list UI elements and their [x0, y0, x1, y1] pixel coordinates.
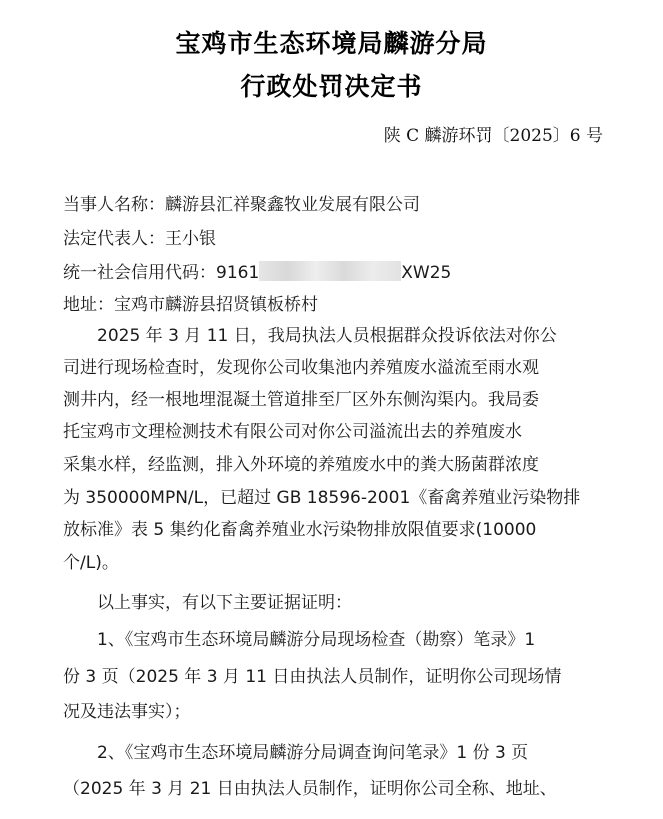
paragraph1-line: 采集水样，经监测，排入外环境的养殖废水中的粪大肠菌群浓度 [63, 455, 539, 475]
credit-code-label: 统一社会信用代码： [63, 263, 216, 283]
credit-code-row [63, 261, 451, 285]
paragraph1-line: 托宝鸡市文理检测技术有限公司对你公司溢流出去的养殖废水 [63, 422, 522, 442]
paragraph1-line: 个/L)。 [63, 553, 119, 573]
paragraph1-line: 司进行现场检查时，发现你公司收集池内养殖废水溢流至雨水观 [63, 358, 539, 378]
credit-code-redaction [259, 261, 401, 281]
legal-rep-row [63, 227, 216, 251]
address-row [63, 293, 318, 317]
paragraph1-line: 2025 年 3 月 11 日，我局执法人员根据群众投诉依法对你公 [97, 326, 557, 346]
evidence-intro: 以上事实，有以下主要证据证明： [97, 593, 352, 613]
document-number: 陕 C 麟游环罚〔2025〕6 号 [383, 126, 603, 146]
party-name-value: 麟游县汇祥聚鑫牧业发展有限公司 [165, 195, 420, 215]
paragraph1-line: 为 350000MPN/L，已超过 GB 18596-2001《畜禽养殖业污染物排 [63, 488, 581, 508]
evidence2-line: 2、《宝鸡市生态环境局麟游分局调查询问笔录》1 份 3 页 [97, 743, 529, 763]
legal-rep-value: 王小银 [165, 229, 216, 249]
evidence1-line: 1、《宝鸡市生态环境局麟游分局现场检查（勘察）笔录》1 [97, 630, 536, 650]
document-title-agency: 宝鸡市生态环境局麟游分局 [175, 29, 488, 58]
evidence1-line: 份 3 页（2025 年 3 月 11 日由执法人员制作，证明你公司现场情 [63, 667, 562, 687]
party-name-row [63, 193, 420, 217]
paragraph1-line: 放标准》表 5 集约化畜禽养殖业水污染物排放限值要求(10000 [63, 520, 537, 540]
address-label: 地址： [63, 295, 114, 315]
credit-code-suffix: XW25 [401, 263, 452, 283]
evidence2-line: （2025 年 3 月 21 日由执法人员制作，证明你公司全称、地址、 [63, 779, 557, 799]
address-value: 宝鸡市麟游县招贤镇板桥村 [114, 295, 318, 315]
credit-code-prefix: 9161 [216, 263, 260, 283]
evidence1-line: 况及违法事实）； [63, 702, 191, 722]
legal-rep-label: 法定代表人： [63, 229, 165, 249]
paragraph1-line: 测井内，经一根地埋混凝土管道排至厂区外东侧沟渠内。我局委 [63, 390, 539, 410]
party-name-label: 当事人名称： [63, 195, 165, 215]
document-title-type: 行政处罚决定书 [240, 72, 423, 101]
